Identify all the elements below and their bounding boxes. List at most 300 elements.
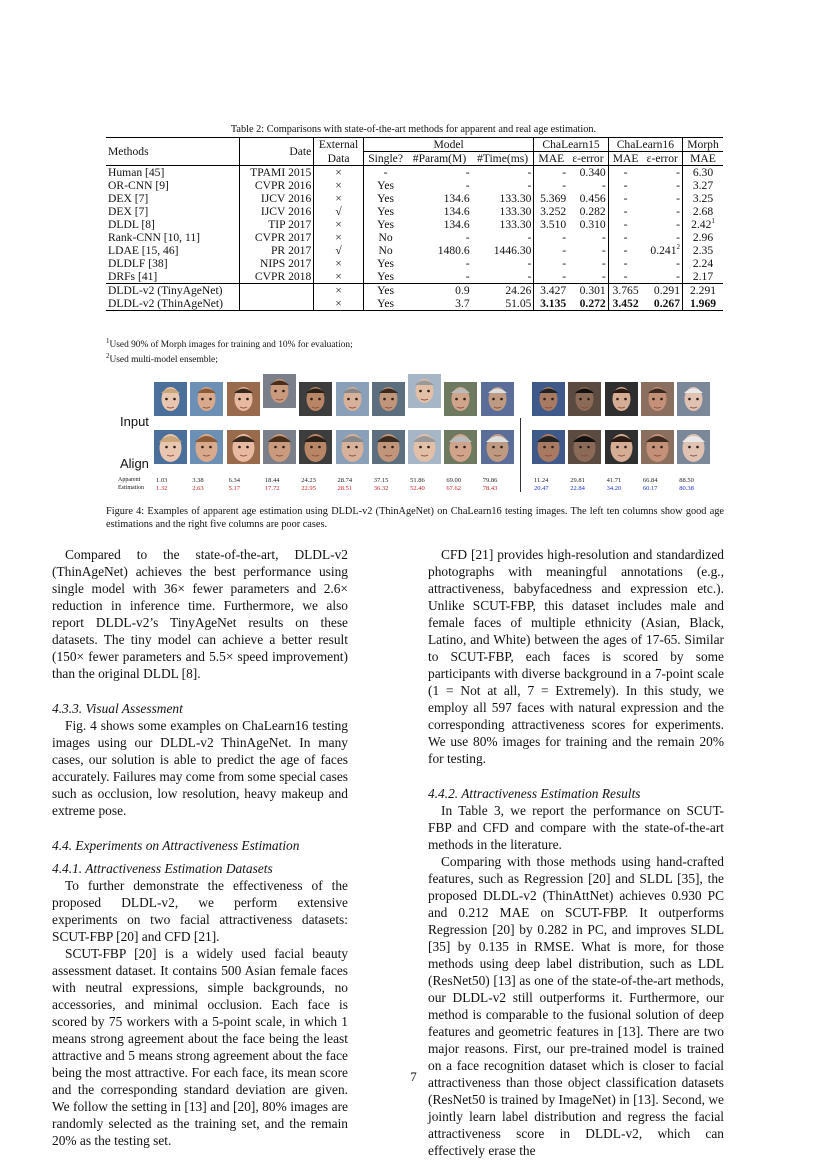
section-heading-4-4: 4.4. Experiments on Attractiveness Estimation [52,838,300,853]
table-row [106,257,723,270]
input-face-image [605,382,638,416]
cell-text: 3.427 [540,284,567,297]
cell-text: - [562,231,567,244]
table-cell [240,205,314,218]
table-cell [472,166,534,180]
cell-text: DLDL [8] [108,218,155,231]
cell-text: DRFs [41] [108,270,158,283]
cell-text: 3.7 [455,297,470,310]
table-cell [683,218,723,231]
table-cell [472,179,534,192]
table-cell [534,179,568,192]
table-cell [568,166,608,180]
table-cell [642,179,682,192]
table-row [106,205,723,218]
apparent-age-value: 37.15 [373,477,389,484]
cell-text: 0.340 [579,166,606,179]
table-cell [642,192,682,205]
table-cell [568,205,608,218]
cell-text: × [335,257,342,270]
align-face-image [190,430,223,464]
cell-text: Yes [377,284,395,297]
table-cell [363,166,407,180]
table-row [106,179,723,192]
cell-text: 0.267 [653,297,681,310]
table-cell [314,257,364,270]
table-cell [472,192,534,205]
table-cell [534,166,568,180]
cell-text: - [623,231,628,244]
table-row [106,297,723,311]
cell-text: IJCV 2016 [260,192,312,205]
cell-text: - [465,231,470,244]
cell-text: - [527,231,532,244]
table-cell [363,218,407,231]
th-single: Single? [363,152,407,166]
input-face-image [481,382,514,416]
cell-text: 2.35 [692,244,714,257]
estimated-age-value: 60.17 [642,485,658,492]
th-param: #Param(M) [407,152,471,166]
table-cell [240,244,314,257]
table-cell [407,166,471,180]
table-cell [106,192,240,205]
cell-text: Yes [377,257,395,270]
cell-text: TIP 2017 [268,218,312,231]
table-cell [407,284,471,298]
section-heading-4-4-2: 4.4.2. Attractiveness Estimation Results [428,786,641,801]
cell-text: × [335,284,342,297]
apparent-age-value: 24.23 [301,477,316,484]
cell-text: Yes [377,218,395,231]
cell-text: 0.291 [653,284,681,297]
figure-caption: Figure 4: Examples of apparent age estimation using DLDL-v2 (ThinAgeNet) on ChaLearn16 testing images. The left ten columns show good age estimations and the right five columns are poor cases. [106,506,724,530]
table-cell [683,270,723,284]
table-cell [106,179,240,192]
table-cell [106,284,240,298]
align-face-image [372,430,405,464]
table-cell [106,244,240,257]
th-morph: Morph [683,138,723,152]
table-cell [534,257,568,270]
paragraph: Compared to the state-of-the-art, DLDL-v2 (ThinAgeNet) achieves the best performance using single model with 36× fewer parameters and 2.6× reduction in inference time. Furthermore, we also report DLDL-v2’s TinyAgeNet results on these datasets. The tiny model can achieve a better result (150× fewer parameters and 5.5× speed improvement) than the original DLDL [8]. [52,547,348,681]
apparent-age-value: 1.03 [156,477,168,484]
footnote-2-mark: 2 [106,351,110,360]
cell-text: - [623,244,628,257]
table-body [106,166,723,311]
paragraph: In Table 3, we report the performance on SCUT-FBP and CFD and compare with the state-of-the-art methods in the literature. [428,803,724,852]
cell-text: 134.6 [443,192,470,205]
table-cell [568,231,608,244]
input-face-image [227,382,260,416]
table-cell [608,205,642,218]
cell-text: × [335,192,342,205]
cell-text: Rank-CNN [10, 11] [108,231,200,244]
cell-text: - [676,270,681,283]
table-cell [683,244,723,257]
table-cell [407,218,471,231]
cell-text: - [676,231,681,244]
estimated-age-value: 2.63 [192,485,204,492]
table-cell [683,297,723,311]
table-cell [642,257,682,270]
cell-text: TPAMI 2015 [250,166,312,179]
cell-text: - [465,257,470,270]
cell-text: - [465,270,470,283]
cell-text: 0.310 [579,218,606,231]
cell-text: 1480.6 [437,244,470,257]
th-methods: Methods [106,138,240,166]
table-cell [472,284,534,298]
table-cell [240,231,314,244]
th-data: Data [314,152,364,166]
table-cell [363,205,407,218]
table-cell [363,244,407,257]
cell-text: - [676,205,681,218]
cell-text: No [378,244,393,257]
cell-text: - [465,179,470,192]
cell-text: - [562,166,567,179]
table-cell [568,179,608,192]
cell-text: 3.25 [692,192,714,205]
table-cell [314,297,364,311]
th-time: #Time(ms) [472,152,534,166]
align-face-image [336,430,369,464]
cell-text: - [676,257,681,270]
input-face-image [336,382,369,416]
input-face-image [263,374,296,416]
apparent-label: Apparent [118,477,141,483]
table-cell [608,179,642,192]
input-face-image [408,374,441,416]
cell-text: - [465,166,470,179]
table-cell [240,284,314,298]
cell-text: IJCV 2016 [260,205,312,218]
estimation-label: Estimation [118,485,144,491]
estimated-age-value: 78.43 [482,485,498,492]
table-cell [568,257,608,270]
table-cell [608,244,642,257]
table-caption: Table 2: Comparisons with state-of-the-art methods for apparent and real age estimation. [230,124,597,135]
th-mae-15: MAE [534,152,568,166]
cell-text: 1.969 [689,297,717,310]
footnote-1-mark: 1 [106,336,110,345]
cell-text: √ [335,205,342,218]
cell-text: × [335,166,342,179]
cell-text: Human [45] [108,166,165,179]
table-cell [106,231,240,244]
cell-text: 0.301 [579,284,606,297]
table-cell [534,192,568,205]
cell-text: - [676,166,681,179]
cell-text: - [601,231,606,244]
cell-text: × [335,270,342,283]
cell-text: - [601,257,606,270]
cell-text: CVPR 2016 [254,179,312,192]
table-cell [472,218,534,231]
table-cell [240,166,314,180]
table-cell [608,166,642,180]
table-cell [240,257,314,270]
apparent-age-value: 28.74 [337,477,353,484]
cell-text: - [527,179,532,192]
cell-text: 2.42 [691,218,712,231]
estimated-age-value: 36.32 [373,485,389,492]
input-face-image [532,382,565,416]
table-cell [568,192,608,205]
cell-text: CVPR 2018 [254,270,312,283]
table-cell [314,179,364,192]
table-cell [106,218,240,231]
table-cell [608,218,642,231]
apparent-age-value: 18.44 [264,477,280,484]
table-cell [534,270,568,284]
table-cell [314,205,364,218]
th-mae-16: MAE [608,152,642,166]
th-chalearn16: ChaLearn16 [608,138,682,152]
right-column [428,546,724,1159]
paragraph: To further demonstrate the effectiveness of the proposed DLDL-v2, we perform extensive experiments on two facial attractiveness datasets: SCUT-FBP [20] and CFD [21]. [52,878,348,944]
table-cell [568,270,608,284]
table-cell [642,284,682,298]
apparent-age-value: 3.38 [192,477,204,484]
table-cell [472,297,534,311]
table-cell [363,297,407,311]
input-face-image [154,382,187,416]
cell-text: - [562,270,567,283]
th-eps-15: ε-error [568,152,608,166]
cell-text: - [383,166,388,179]
table-cell [608,257,642,270]
cell-text: - [562,257,567,270]
table-cell [407,257,471,270]
table-cell [363,270,407,284]
table-cell [642,166,682,180]
cell-text: - [527,257,532,270]
table-cell [534,284,568,298]
table-cell [407,192,471,205]
table-cell [314,192,364,205]
cell-text: Yes [377,192,395,205]
table-cell [407,205,471,218]
table-cell [683,205,723,218]
apparent-age-value: 6.34 [228,477,240,484]
estimated-age-value: 34.20 [606,485,622,492]
cell-text: No [378,231,393,244]
cell-text: Yes [377,179,395,192]
left-column [52,546,348,1149]
cell-text: 133.30 [499,192,532,205]
table-cell [407,179,471,192]
table-cell [314,166,364,180]
cell-text: 2.96 [692,231,714,244]
cell-text: 134.6 [443,205,470,218]
cell-text: 134.6 [443,218,470,231]
table-cell [642,205,682,218]
table-cell [407,270,471,284]
align-face-image [605,430,638,464]
align-face-image [263,430,296,464]
table-cell [683,192,723,205]
table-cell [363,179,407,192]
input-row-label: Input [120,414,149,429]
cell-text: 24.26 [505,284,532,297]
apparent-age-value: 29.81 [570,477,585,484]
align-face-image [677,430,710,464]
input-face-image [677,382,710,416]
footnote-1 [106,336,353,350]
table-row [106,166,723,180]
table-cell [683,231,723,244]
align-face-image [227,430,260,464]
table-cell [472,257,534,270]
cell-text: 2.17 [692,270,714,283]
cell-text: - [676,192,681,205]
estimated-age-value: 20.47 [534,485,549,492]
table-row [106,244,723,257]
th-external: External [314,138,364,152]
cell-text: 5.369 [540,192,567,205]
cell-text: PR 2017 [270,244,312,257]
table-row [106,218,723,231]
align-face-image [641,430,674,464]
table-cell [106,257,240,270]
section-heading-4-4-1: 4.4.1. Attractiveness Estimation Datasets [52,861,273,876]
align-row-label: Align [120,456,149,471]
table-cell [363,192,407,205]
cell-footnote-mark: 2 [676,243,681,252]
input-face-image [299,382,332,416]
table-cell [683,179,723,192]
cell-text: Yes [377,205,395,218]
cell-text: - [623,179,628,192]
align-face-image [408,430,441,464]
input-face-image [444,382,477,416]
table-cell [240,192,314,205]
estimated-age-value: 17.72 [264,485,280,492]
cell-text: 0.282 [579,205,606,218]
table-cell [472,205,534,218]
estimated-age-value: 1.32 [156,485,168,492]
th-date: Date [240,138,314,166]
th-model: Model [363,138,534,152]
table-cell [314,284,364,298]
cell-text: 1446.30 [493,244,532,257]
cell-text: OR-CNN [9] [108,179,169,192]
input-face-image [190,382,223,416]
cell-text: 3.765 [612,284,639,297]
table-cell [534,297,568,311]
estimated-age-value: 5.17 [228,485,240,492]
cell-text: 0.241 [650,244,677,257]
apparent-age-value: 88.50 [679,477,694,484]
estimated-age-value: 28.51 [337,485,353,492]
table-cell [106,270,240,284]
estimated-age-value: 22.84 [570,485,585,492]
table-cell [608,192,642,205]
cell-text: 0.9 [455,284,470,297]
cell-text: - [623,218,628,231]
estimated-age-value: 52.40 [410,485,425,492]
cell-text: - [601,179,606,192]
align-face-image [444,430,477,464]
table-cell [608,297,642,311]
table-cell [683,166,723,180]
table-cell [568,244,608,257]
table-cell [472,270,534,284]
cell-text: - [623,257,628,270]
input-face-image [568,382,601,416]
cell-text: 51.05 [505,297,532,310]
cell-text: × [335,231,342,244]
table-cell [534,205,568,218]
align-face-image [481,430,514,464]
cell-text: - [601,244,606,257]
table-cell [472,244,534,257]
table-cell [642,231,682,244]
cell-text: DEX [7] [108,192,149,205]
table-cell [642,218,682,231]
table-cell [683,284,723,298]
cell-text: DEX [7] [108,205,149,218]
figure-divider [520,418,521,492]
table-cell [363,231,407,244]
estimated-age-value: 22.95 [301,485,316,492]
cell-text: - [601,270,606,283]
comparison-table [106,137,723,311]
cell-text: 3.135 [540,297,567,310]
cell-text: CVPR 2017 [254,231,312,244]
table-cell [240,179,314,192]
align-face-image [299,430,332,464]
table-cell [106,166,240,180]
table-cell [314,218,364,231]
table-header-row-1 [106,138,723,152]
apparent-age-value: 79.86 [482,477,498,484]
cell-text: 2.68 [692,205,714,218]
cell-text: × [335,218,342,231]
page-number: 7 [410,1069,417,1084]
cell-text: - [676,218,681,231]
th-mae-morph: MAE [683,152,723,166]
table-cell [568,218,608,231]
table-cell [642,297,682,311]
cell-text: DLDL-v2 (TinyAgeNet) [108,284,223,297]
cell-text: × [335,297,342,310]
cell-text: - [623,205,628,218]
table-cell [534,244,568,257]
cell-text: - [562,244,567,257]
table-row [106,231,723,244]
table-cell [407,231,471,244]
table-cell [642,270,682,284]
table-cell [314,244,364,257]
cell-text: - [562,179,567,192]
table-cell [472,231,534,244]
cell-text: × [335,179,342,192]
cell-text: Yes [377,270,395,283]
table-cell [106,205,240,218]
table-cell [314,231,364,244]
cell-text: 133.30 [499,218,532,231]
cell-text: 2.24 [692,257,714,270]
table-cell [568,284,608,298]
cell-footnote-mark: 1 [711,217,715,226]
footnote-1-text: Used 90% of Morph images for training and 10% for evaluation; [109,340,353,350]
apparent-age-value: 66.84 [642,477,658,484]
align-face-image [154,430,187,464]
table-row [106,284,723,298]
